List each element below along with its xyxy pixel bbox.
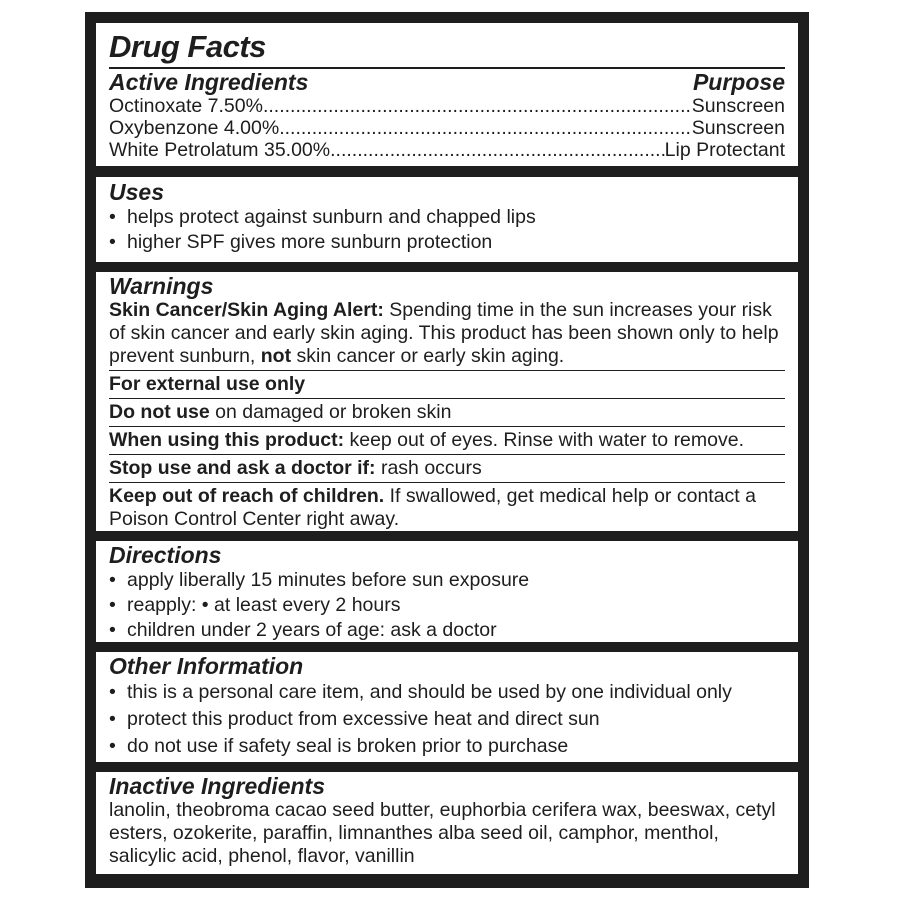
list-item (109, 618, 785, 643)
other-information-heading: Other Information (109, 653, 304, 679)
stop-use-text: rash occurs (375, 457, 482, 479)
stop-use-warning (109, 454, 785, 482)
leader-dots (279, 117, 692, 139)
list-item (109, 593, 785, 618)
ingredient-name: Oxybenzone 4.00% (109, 117, 280, 139)
alert-text: Spending time in the sun increases your risk of skin cancer and early skin aging. This product has been shown only to help prevent sunburn, (109, 299, 779, 367)
ingredient-name: White Petrolatum 35.00% (109, 139, 331, 161)
bullet-icon: • (109, 619, 116, 641)
ingredient-row (109, 117, 785, 139)
list-item (109, 679, 785, 706)
bullet-icon: • (109, 735, 116, 757)
keep-out-text: If swallowed, get medical help or contact a Poison Control Center right away. (109, 485, 756, 530)
inactive-ingredients-text: lanolin, theobroma cacao seed butter, euphorbia cerifera wax, beeswax, cetyl esters, ozokerite, paraffin, limnanthes alba seed oil, camphor, menthol, salicylic acid, phenol, flavor, vanillin (109, 799, 776, 867)
do-not-use-label: Do not use (109, 401, 210, 423)
ingredient-purpose: Lip Protectant (664, 139, 785, 161)
alert-not: not (260, 345, 292, 367)
keep-out-warning (109, 482, 785, 533)
list-item-text: do not use if safety seal is broken prior to purchase (127, 735, 569, 757)
inactive-ingredients-heading: Inactive Ingredients (109, 773, 326, 799)
ingredient-purpose: Sunscreen (691, 95, 785, 117)
uses-heading: Uses (109, 179, 164, 205)
list-item (109, 733, 785, 760)
directions-panel (96, 541, 798, 642)
list-item-text: reapply: • at least every 2 hours (127, 594, 401, 616)
warnings-heading: Warnings (109, 273, 214, 299)
bullet-icon: • (109, 594, 116, 616)
uses-panel (96, 177, 798, 262)
list-item-text: higher SPF gives more sunburn protection (127, 231, 493, 253)
list-item-text: apply liberally 15 minutes before sun exposure (127, 569, 530, 591)
purpose-heading: Purpose (692, 69, 785, 95)
skin-cancer-alert (109, 299, 785, 370)
keep-out-label: Keep out of reach of children. (109, 485, 385, 507)
ingredient-row (109, 95, 785, 117)
inactive-ingredients-panel (96, 772, 798, 874)
ingredient-purpose: Sunscreen (691, 117, 785, 139)
do-not-use-text: on damaged or broken skin (209, 401, 452, 423)
ingredient-name: Octinoxate 7.50% (109, 95, 263, 117)
leader-dots (263, 95, 692, 117)
active-ingredients-panel (96, 23, 798, 166)
list-item (109, 568, 785, 593)
bullet-icon: • (109, 231, 116, 253)
ingredient-row (109, 139, 785, 161)
active-ingredients-header (109, 67, 785, 95)
bullet-icon: • (109, 206, 116, 228)
external-use-label: For external use only (109, 373, 306, 395)
when-using-text: keep out of eyes. Rinse with water to remove. (344, 429, 745, 451)
leader-dots (330, 139, 665, 161)
list-item-text: protect this product from excessive heat and direct sun (127, 708, 600, 730)
active-ingredients-heading: Active Ingredients (109, 69, 309, 95)
when-using-label: When using this product: (109, 429, 345, 451)
do-not-use-warning (109, 398, 785, 426)
list-item (109, 230, 785, 255)
alert-label: Skin Cancer/Skin Aging Alert: (109, 299, 384, 321)
external-use-warning (109, 370, 785, 398)
warnings-panel (96, 272, 798, 531)
bullet-icon: • (109, 569, 116, 591)
list-item (109, 706, 785, 733)
list-item-text: children under 2 years of age: ask a doctor (127, 619, 497, 641)
directions-heading: Directions (109, 542, 222, 568)
list-item (109, 205, 785, 230)
other-information-panel (96, 652, 798, 762)
when-using-warning (109, 426, 785, 454)
page-title: Drug Facts (109, 29, 266, 64)
alert-text-end: skin cancer or early skin aging. (291, 345, 565, 367)
list-item-text: helps protect against sunburn and chapped lips (127, 206, 536, 228)
bullet-icon: • (109, 681, 116, 703)
bullet-icon: • (109, 708, 116, 730)
drug-facts-frame (85, 12, 809, 888)
stop-use-label: Stop use and ask a doctor if: (109, 457, 376, 479)
list-item-text: this is a personal care item, and should be used by one individual only (127, 681, 732, 703)
